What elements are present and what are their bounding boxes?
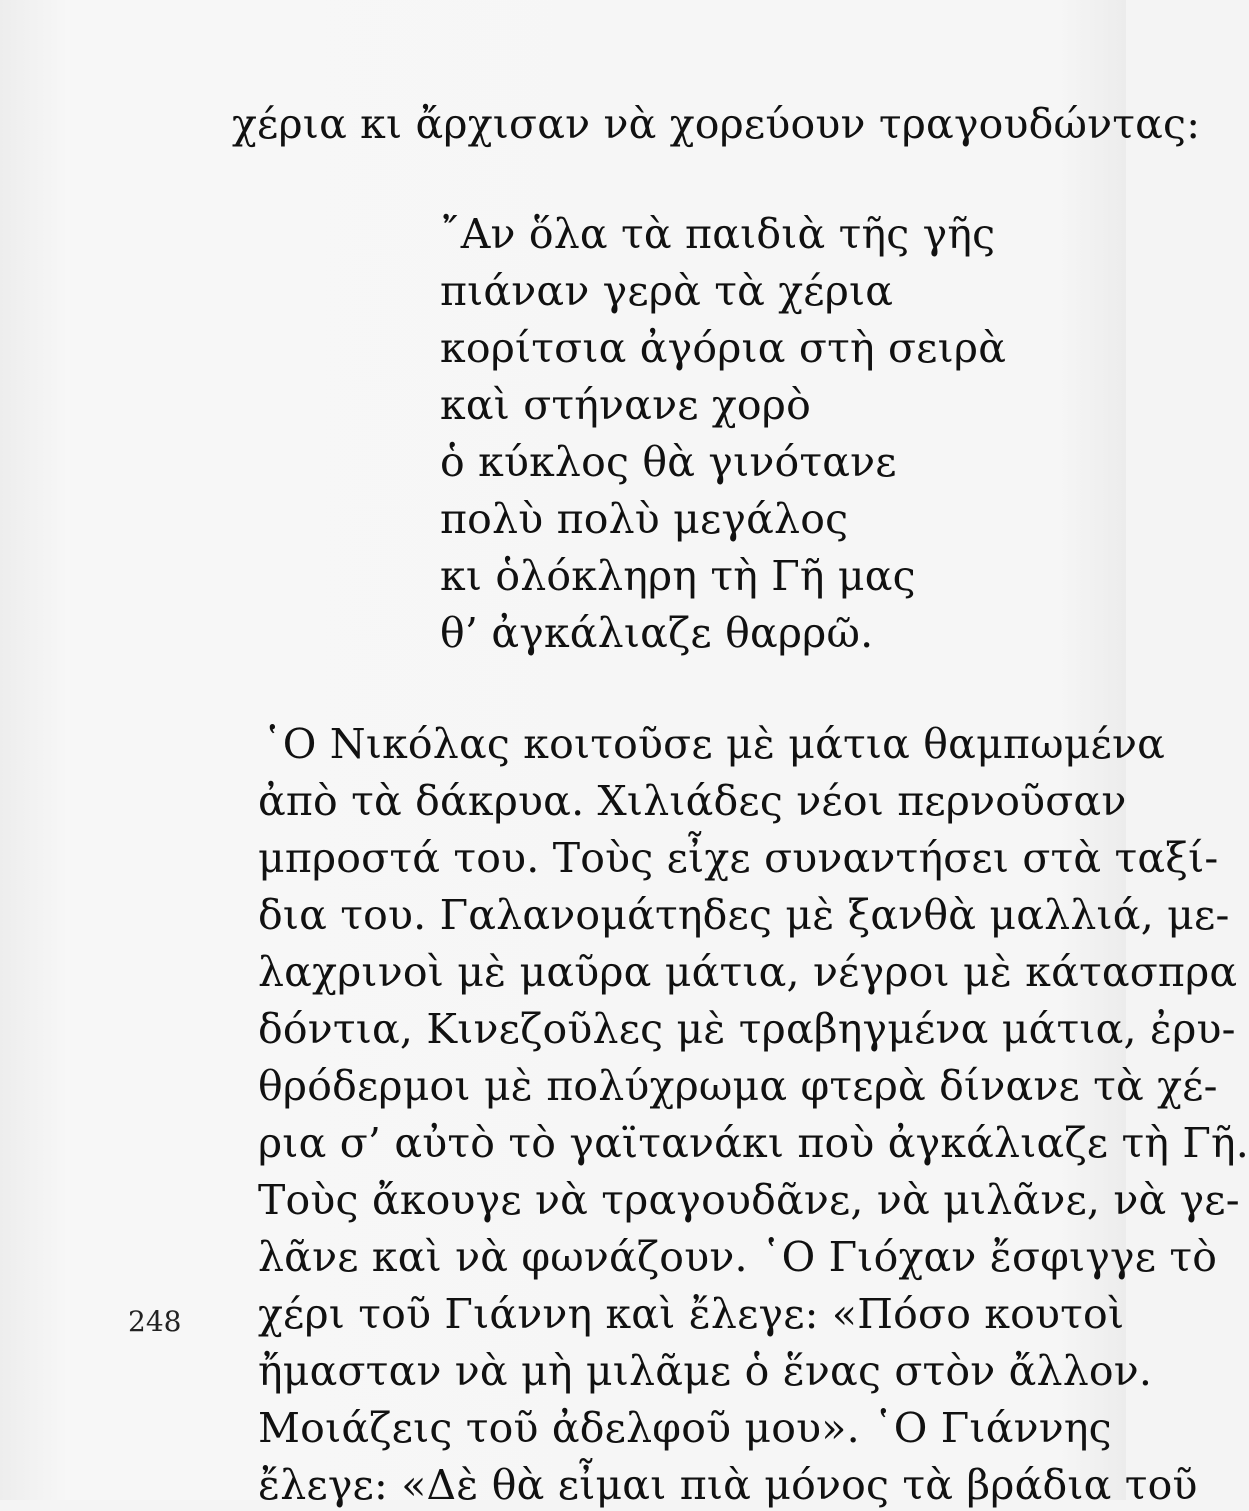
poem-line: ὁ κύκλος θὰ γινότανε: [440, 438, 897, 486]
prose-line: δόντια, Κινεζοῦλες μὲ τραβηγμένα μάτια, ἐρυ-: [258, 1005, 1236, 1053]
prose-line: λαχρινοὶ μὲ μαῦρα μάτια, νέγροι μὲ κάτασπρα: [258, 948, 1238, 996]
intro-line: χέρια κι ἄρχισαν νὰ χορεύουν τραγουδώντας:: [232, 100, 1201, 148]
page-number: 248: [128, 1305, 182, 1338]
prose-line: λᾶνε καὶ νὰ φωνάζουν. ῾Ο Γιόχαν ἔσφιγγε τὸ: [258, 1233, 1218, 1281]
poem-line: πιάναν γερὰ τὰ χέρια: [440, 267, 894, 315]
prose-line: ἀπὸ τὰ δάκρυα. Χιλιάδες νέοι περνοῦσαν: [258, 777, 1127, 825]
prose-line: ἔλεγε: «Δὲ θὰ εἶμαι πιὰ μόνος τὰ βράδια τοῦ: [258, 1461, 1198, 1509]
poem-line: θ’ ἀγκάλιαζε θαρρῶ.: [440, 609, 874, 657]
poem-line: ῎Αν ὅλα τὰ παιδιὰ τῆς γῆς: [440, 210, 996, 258]
poem-line: καὶ στήνανε χορὸ: [440, 381, 811, 429]
prose-line: θρόδερμοι μὲ πολύχρωμα φτερὰ δίνανε τὰ χέ-: [258, 1062, 1218, 1110]
prose-line: ῾Ο Νικόλας κοιτοῦσε μὲ μάτια θαμπωμένα: [262, 720, 1165, 768]
poem-line: κορίτσια ἀγόρια στὴ σειρὰ: [440, 324, 1007, 372]
prose-line: Μοιάζεις τοῦ ἀδελφοῦ μου». ῾Ο Γιάννης: [258, 1404, 1112, 1452]
poem-line: κι ὁλόκληρη τὴ Γῆ μας: [440, 552, 916, 600]
prose-line: χέρι τοῦ Γιάννη καὶ ἔλεγε: «Πόσο κουτοὶ: [258, 1290, 1125, 1338]
prose-line: μπροστά του. Τοὺς εἶχε συναντήσει στὰ ταξί-: [258, 834, 1219, 882]
prose-line: ρια σ’ αὐτὸ τὸ γαϊτανάκι ποὺ ἀγκάλιαζε τὴ Γῆ.: [258, 1119, 1249, 1167]
poem-line: πολὺ πολὺ μεγάλος: [440, 495, 849, 543]
prose-line: δια του. Γαλανομάτηδες μὲ ξανθὰ μαλλιά, με-: [258, 891, 1230, 939]
prose-line: Τοὺς ἄκουγε νὰ τραγουδᾶνε, νὰ μιλᾶνε, νὰ γε-: [258, 1176, 1240, 1224]
prose-line: ἤμασταν νὰ μὴ μιλᾶμε ὁ ἕνας στὸν ἄλλον.: [258, 1347, 1153, 1395]
